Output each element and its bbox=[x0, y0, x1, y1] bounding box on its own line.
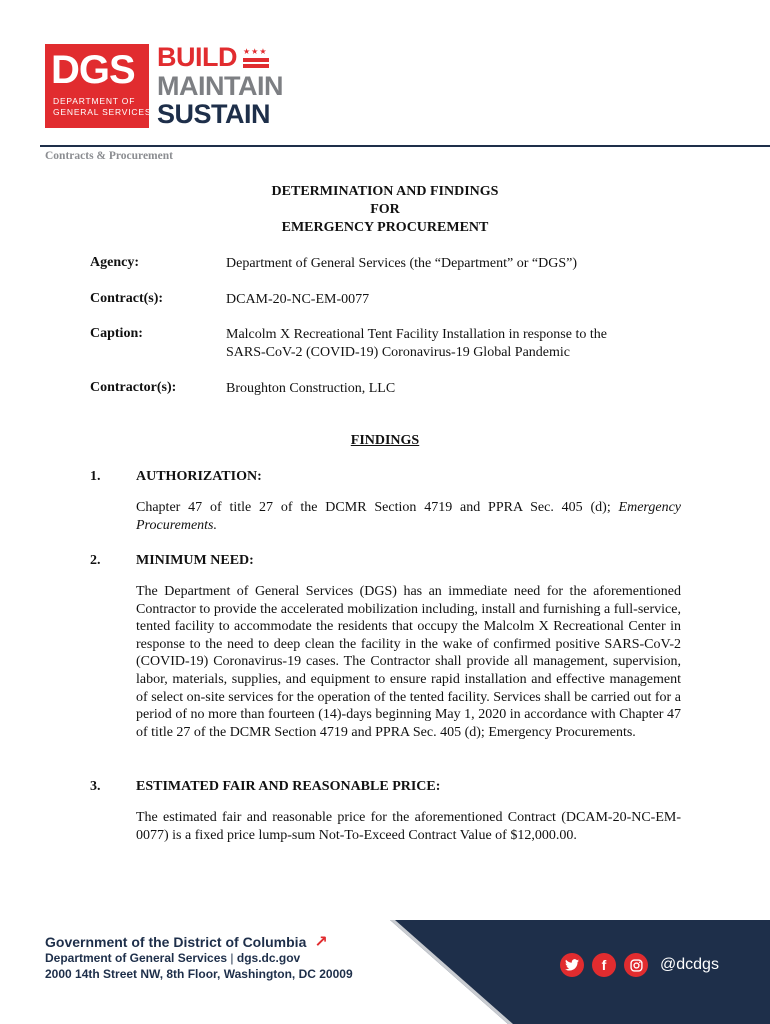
page-footer bbox=[0, 920, 770, 1024]
section-number: 3. bbox=[90, 779, 101, 794]
section-body: The estimated fair and reasonable price for the aforementioned Contract (DCAM-20-NC-EM-0077) is a fixed price lump-sum Not-To-Exceed Contract Value of $12,000.00. bbox=[136, 810, 681, 843]
logo-word-maintain: MAINTAIN bbox=[157, 70, 283, 101]
section-body bbox=[136, 499, 681, 534]
title-line2: FOR bbox=[370, 202, 400, 217]
social-links bbox=[560, 953, 719, 977]
section-number: 1. bbox=[90, 469, 101, 484]
flag-bar bbox=[243, 58, 269, 62]
flag-stars: ★★★ bbox=[243, 46, 268, 56]
facebook-icon[interactable]: f bbox=[592, 953, 616, 977]
caption-value bbox=[226, 326, 686, 362]
section-title: MINIMUM NEED: bbox=[136, 553, 254, 568]
agency-label: Agency: bbox=[90, 255, 139, 270]
section-title: AUTHORIZATION: bbox=[136, 469, 262, 484]
caption-line2: SARS-CoV-2 (COVID-19) Coronavirus-19 Global Pandemic bbox=[226, 345, 571, 360]
caption-line1: Malcolm X Recreational Tent Facility Installation in response to the bbox=[226, 327, 607, 342]
contractor-label: Contractor(s): bbox=[90, 380, 177, 395]
logo-word-sustain: SUSTAIN bbox=[157, 99, 271, 129]
footer-government bbox=[45, 932, 328, 952]
twitter-icon[interactable] bbox=[560, 953, 584, 977]
section-title: ESTIMATED FAIR AND REASONABLE PRICE: bbox=[136, 779, 441, 794]
social-handle[interactable]: @dcdgs bbox=[660, 956, 719, 973]
logo-red-block bbox=[45, 44, 152, 128]
findings-heading: FINDINGS bbox=[350, 433, 420, 448]
footer-dept-line bbox=[45, 951, 300, 965]
footer-website-link[interactable]: dgs.dc.gov bbox=[236, 951, 301, 965]
caption-label: Caption: bbox=[90, 326, 143, 341]
contract-value: DCAM-20-NC-EM-0077 bbox=[226, 292, 370, 307]
dgs-logo bbox=[45, 44, 283, 128]
footer-gov-text: Government of the District of Columbia bbox=[45, 934, 307, 950]
title-line3: EMERGENCY PROCUREMENT bbox=[281, 220, 489, 235]
section-body: The Department of General Services (DGS) has an immediate need for the aforementioned Contractor to provide the accelerated mobilization including, install and furnishing a full-service, tented facility to accommodate the residents that occupy the Malcolm X Recreational Center in response to the need to deep clean the facility in the wake of confirmed positive SARS-CoV-2 (COVID-19) Coronavirus-19 cases. The Contractor shall provide all management, supervision, labor, materials, supplies, and equipment to ensure rapid installation and effective management of select on-site services for the operation of the tented facility. Services shall be carried out for a period of no more than fourteen (14)-days beginning May 1, 2020 in accordance with Chapter 47 of title 27 of the DCMR Section 4719 and PPRA Sec. 405 (d); Emergency Procurements. bbox=[136, 584, 681, 740]
dc-flag-icon bbox=[243, 48, 269, 68]
agency-value: Department of General Services (the “Department” or “DGS”) bbox=[226, 256, 578, 271]
instagram-icon[interactable] bbox=[624, 953, 648, 977]
flag-bar bbox=[243, 64, 269, 68]
logo-acronym: DGS bbox=[51, 48, 135, 92]
logo-tagline bbox=[157, 44, 283, 128]
logo-dept-line1: DEPARTMENT OF bbox=[53, 96, 136, 106]
logo-build-text: BUILD bbox=[157, 42, 237, 72]
section-body-text: Chapter 47 of title 27 of the DCMR Section 4719 and PPRA Sec. 405 (d); bbox=[136, 500, 619, 515]
section-number: 2. bbox=[90, 553, 101, 568]
logo-word-build bbox=[157, 44, 283, 71]
footer-separator: | bbox=[227, 951, 237, 965]
logo-dept-line2: GENERAL SERVICES bbox=[53, 107, 152, 117]
title-line1: DETERMINATION AND FINDINGS bbox=[271, 184, 499, 199]
section-body-italic: Emergency Procurements. bbox=[136, 500, 681, 533]
footer-dept: Department of General Services bbox=[45, 951, 228, 965]
header-label: Contracts & Procurement bbox=[45, 150, 173, 162]
arrow-icon: ↗ bbox=[314, 934, 328, 951]
header-divider bbox=[40, 145, 770, 147]
footer-address: 2000 14th Street NW, 8th Floor, Washington, DC 20009 bbox=[45, 967, 353, 981]
contractor-value: Broughton Construction, LLC bbox=[226, 381, 396, 396]
logo-dept-name bbox=[53, 96, 151, 118]
document-title bbox=[0, 183, 770, 237]
contract-label: Contract(s): bbox=[90, 291, 164, 306]
